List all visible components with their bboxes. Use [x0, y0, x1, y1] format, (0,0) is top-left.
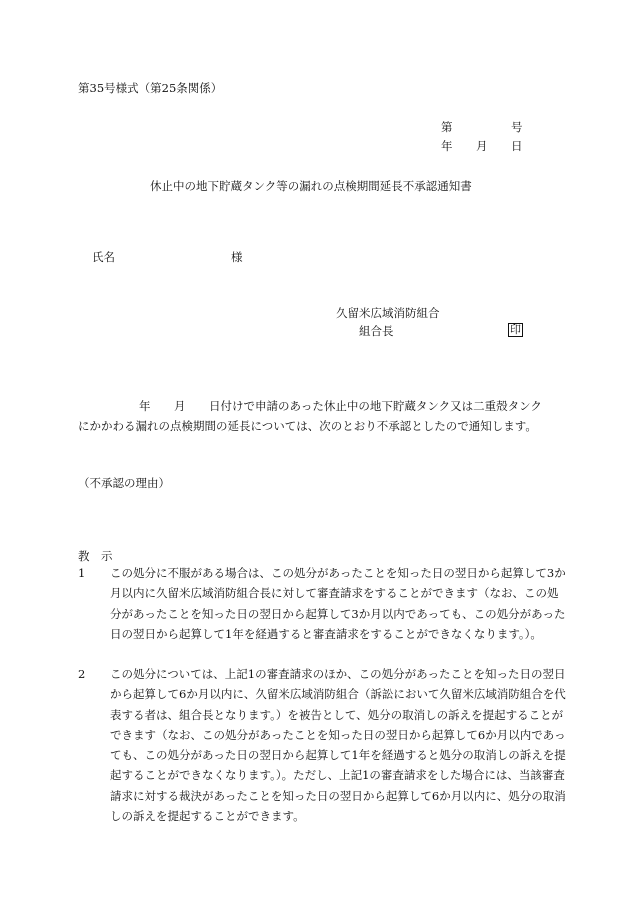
body-line2: にかかわる漏れの点検期間の延長については、次のとおり不承認としたので通知します。: [78, 419, 537, 433]
date-day: 日: [511, 139, 523, 153]
instruction-text: この処分については、上記1の審査請求のほか、この処分があったことを知った日の翌日から起算して6か月以内に、久留米広域消防組合（訴訟において久留米広域消防組合を代表する者は、組合長となります。）を被告として、処分の取消しの訴えを提起することができます（なお、この処分があったことを知った日の翌日から起算して6か月以内であっても、この処分があった日の翌日から起算して1年を経過すると処分の取消しの訴えを提起することができなくなります。）。ただし、上記1の審査請求をした場合には、当該審査請求に対する裁決があったことを知った日の翌日から起算して6か月以内に、処分の取消しの訴えを提起することができます。: [110, 667, 566, 824]
instruction-text: この処分に不服がある場合は、この処分があったことを知った日の翌日から起算して3か月以内に久留米広域消防組合長に対して審査請求をすることができます（なお、この処分があったことを知った日の翌日から起算して3か月以内であっても、この処分があった日の翌日から起算して1年を経過すると審査請求をすることができなくなります。）。: [110, 566, 566, 641]
reason-label: （不承認の理由）: [78, 476, 170, 490]
date-year: 年: [441, 139, 453, 153]
issuer-position: 組合長: [359, 324, 394, 338]
body-year: 年: [139, 399, 151, 413]
instructions-heading: 教 示: [78, 549, 113, 563]
document-title: 休止中の地下貯蔵タンク等の漏れの点検期間延長不承認通知書: [150, 179, 472, 193]
issuer-org: 久留米広域消防組合: [336, 306, 440, 320]
instruction-number: 1: [78, 566, 86, 580]
addressee-honorific: 様: [231, 250, 243, 264]
addressee-name-label: 氏名: [92, 250, 115, 264]
instruction-item-1: [78, 563, 566, 644]
form-label: 第35号様式（第25条関係）: [78, 81, 223, 95]
doc-number-prefix: 第: [441, 120, 453, 134]
seal-label: 印: [510, 323, 521, 336]
date-month: 月: [476, 139, 488, 153]
instruction-number: 2: [78, 667, 86, 681]
body-line1: 日付けで申請のあった休止中の地下貯蔵タンク又は二重殻タンク: [209, 399, 542, 413]
doc-number-suffix: 号: [511, 120, 523, 134]
instruction-item-2: [78, 664, 566, 826]
seal-mark: [508, 322, 523, 337]
body-month: 月: [174, 399, 186, 413]
